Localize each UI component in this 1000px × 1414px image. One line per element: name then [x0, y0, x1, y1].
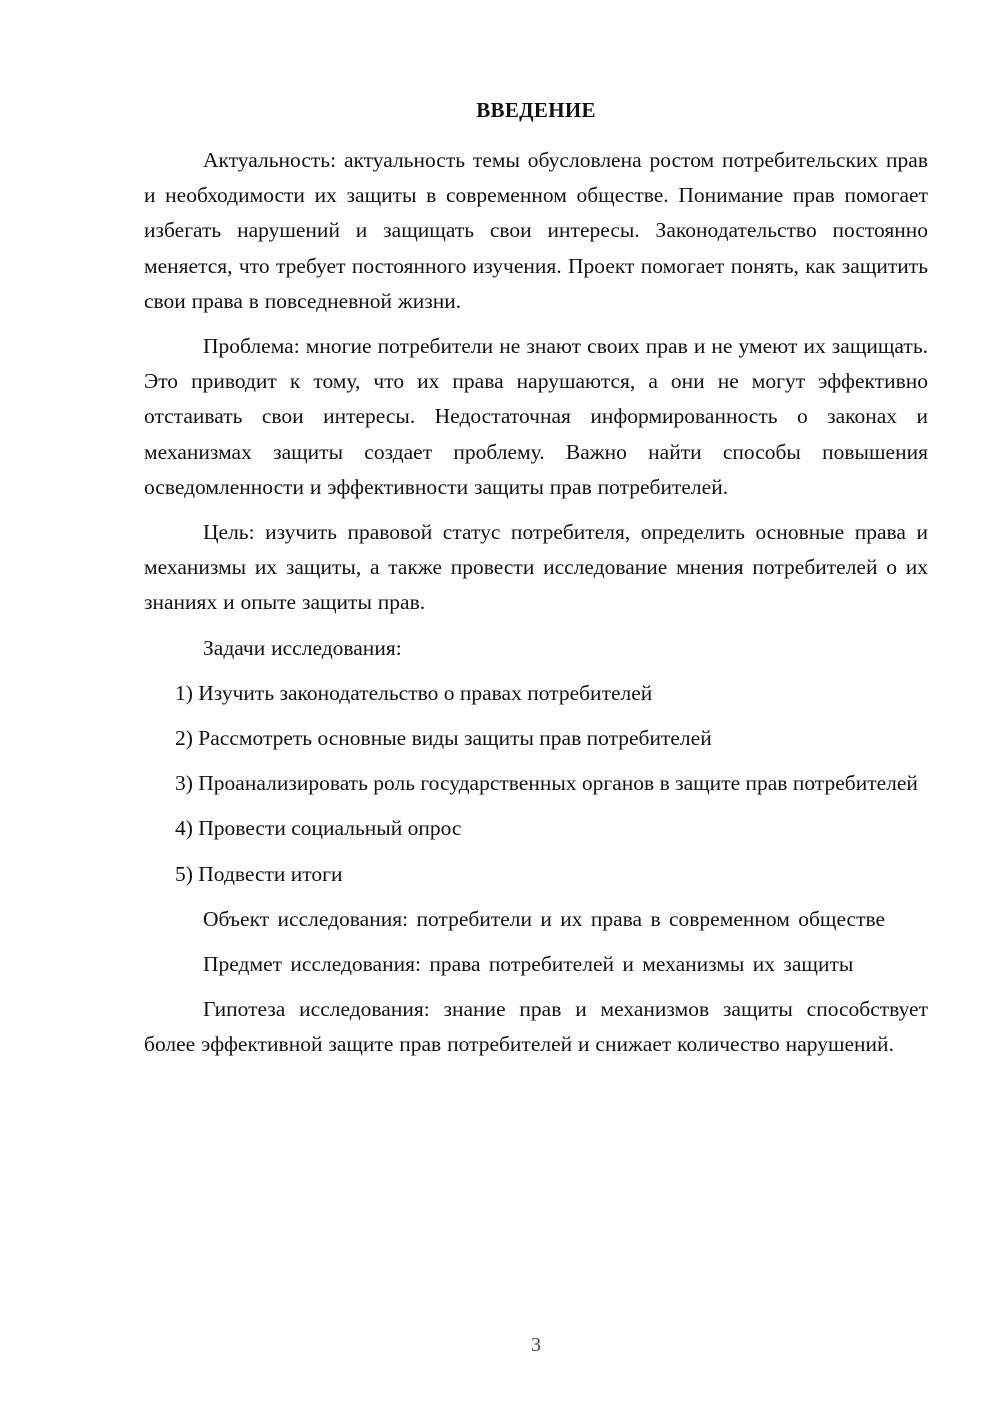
- paragraph-object: Объект исследования: потребители и их права в современном обществе: [203, 906, 886, 931]
- paragraph-goal: Цель: изучить правовой статус потребителя, определить основные права и механизмы их защиты, а также провести исследование мнения потребителей о их знаниях и опыте защиты прав.: [144, 520, 928, 615]
- paragraph-problem: Проблема: многие потребители не знают своих прав и не умеют их защищать. Это приводит к тому, что их права нарушаются, а они не могут эффективно отстаивать свои интересы. Недостаточная информированность о законах и механизмах защиты создает проблему. Важно найти способы повышения осведомленности и эффективности защиты прав потребителей.: [144, 334, 928, 499]
- list-item: 3) Проанализировать роль государственных органов в защите прав потребителей: [175, 771, 918, 796]
- list-item: 4) Провести социальный опрос: [175, 816, 462, 841]
- list-item: 1) Изучить законодательство о правах потребителей: [175, 680, 653, 705]
- page-number: 3: [531, 1334, 541, 1356]
- paragraph-subject: Предмет исследования: права потребителей и механизмы их защиты: [203, 952, 854, 977]
- document-body: [144, 143, 928, 1073]
- paragraph-hypothesis: Гипотеза исследования: знание прав и механизмов защиты способствует более эффективной защите прав потребителей и снижает количество нарушений.: [144, 997, 928, 1057]
- paragraph-tasks-heading: Задачи исследования:: [203, 635, 402, 660]
- list-item: 2) Рассмотреть основные виды защиты прав потребителей: [175, 726, 712, 751]
- list-item: 5) Подвести итоги: [175, 861, 343, 886]
- paragraph-relevance: Актуальность: актуальность темы обусловлена ростом потребительских прав и необходимости их защиты в современном обществе. Понимание прав помогает избегать нарушений и защищать свои интересы. Законодательство постоянно меняется, что требует постоянного изучения. Проект помогает понять, как защитить свои права в повседневной жизни.: [144, 148, 928, 313]
- page-title: ВВЕДЕНИЕ: [476, 98, 596, 122]
